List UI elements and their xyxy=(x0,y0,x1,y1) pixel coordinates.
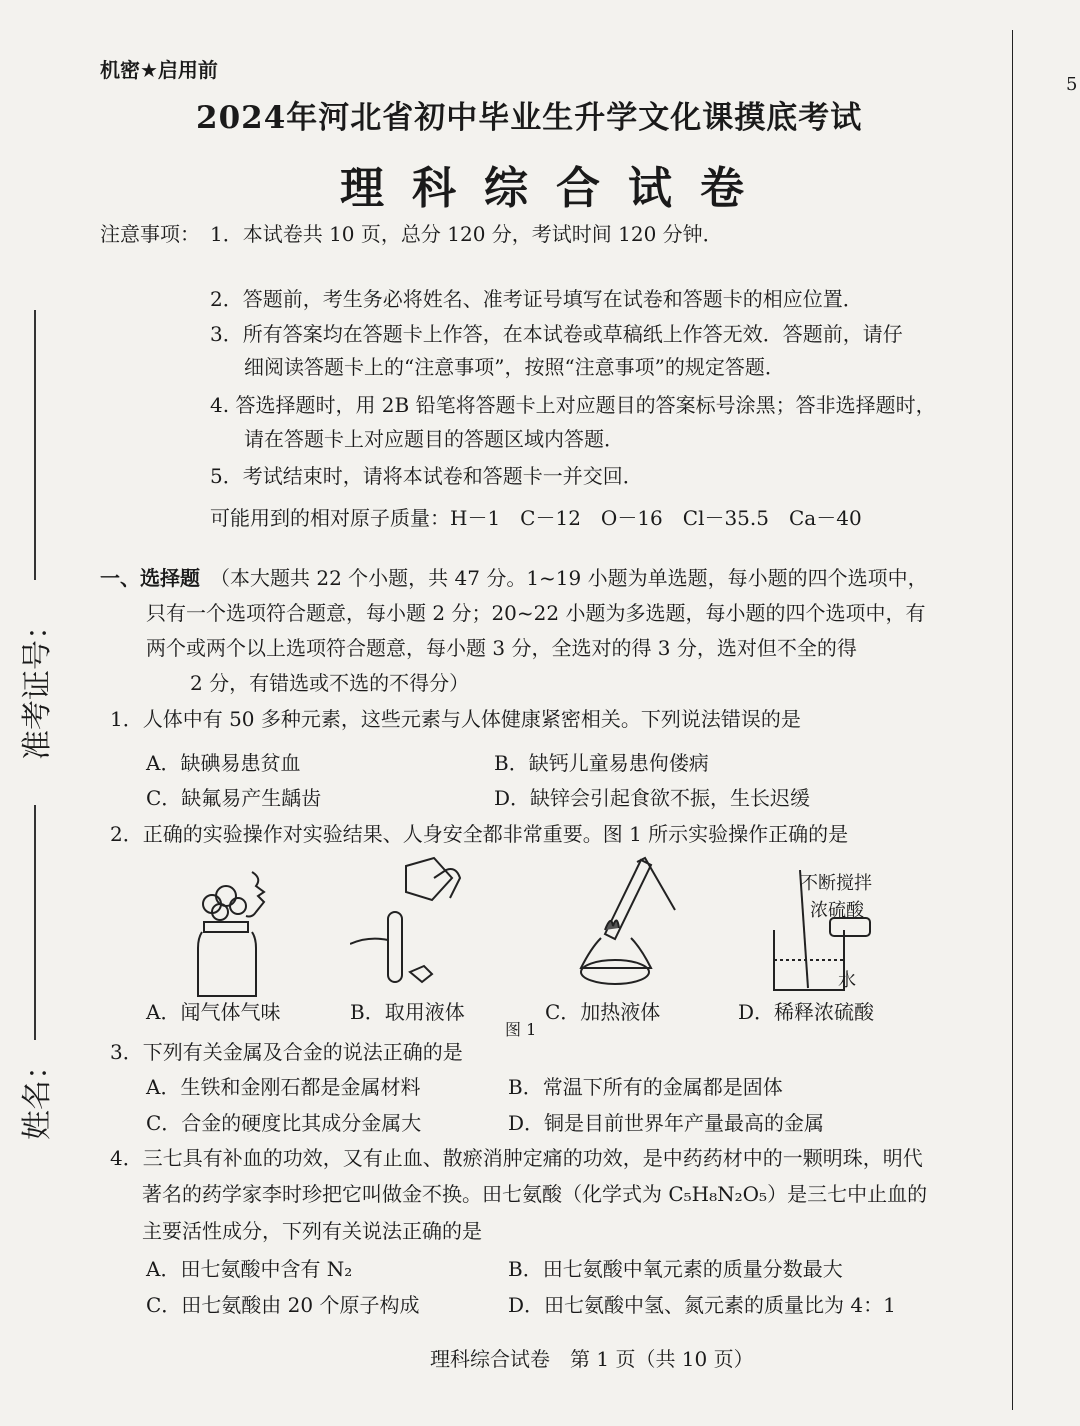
note-item-2: 2．答题前，考生务必将姓名、准考证号填写在试卷和答题卡的相应位置． xyxy=(210,287,863,311)
q1-option-a: A．缺碘易患贫血 xyxy=(146,751,301,775)
note-item-3: 3．所有答案均在答题卡上作答，在本试卷或草稿纸上作答无效．答题前，请仔 xyxy=(210,322,903,346)
page-footer: 理科综合试卷 第 1 页（共 10 页） xyxy=(430,1347,754,1371)
admission-number-label: 准考证号： xyxy=(20,610,55,760)
q3-stem: 3．下列有关金属及合金的说法正确的是 xyxy=(110,1040,463,1064)
figure-take-liquid xyxy=(350,852,480,1002)
q3-option-c: C．合金的硬度比其成分金属大 xyxy=(146,1111,422,1135)
q2-stem: 2．正确的实验操作对实验结果、人身安全都非常重要。图 1 所示实验操作正确的是 xyxy=(110,822,849,846)
label-stir: 不断搅拌 xyxy=(800,873,872,894)
exam-title: 2024年河北省初中毕业生升学文化课摸底考试 xyxy=(196,100,863,136)
section-desc-1: （本大题共 22 个小题，共 47 分。1~19 小题为单选题，每小题的四个选项中， xyxy=(210,566,928,590)
q4-option-a: A．田七氨酸中含有 N₂ xyxy=(146,1257,353,1281)
q4-option-d: D．田七氨酸中氢、氮元素的质量比为 4：1 xyxy=(508,1293,896,1317)
label-acid: 浓硫酸 xyxy=(810,900,864,921)
q4-stem-1: 4．三七具有补血的功效，又有止血、散瘀消肿定痛的功效，是中药药材中的一颗明珠，明代 xyxy=(110,1146,923,1170)
note-item-5: 5．考试结束时，请将本试卷和答题卡一并交回． xyxy=(210,464,643,488)
name-label: 姓名： xyxy=(20,1050,55,1140)
q1-option-b: B．缺钙儿童易患佝偻病 xyxy=(494,751,709,775)
section-heading: 一、选择题 xyxy=(100,566,200,590)
paper-title: 理科综合试卷 xyxy=(340,163,772,214)
margin-mark: 5 xyxy=(1066,74,1078,95)
section-desc-4: 2 分，有错选或不选的不得分） xyxy=(190,671,470,695)
figure-heat-liquid xyxy=(565,848,695,998)
q4-option-b: B．田七氨酸中氧元素的质量分数最大 xyxy=(508,1257,843,1281)
q2-option-a: A．闻气体气味 xyxy=(146,1000,281,1024)
q3-option-a: A．生铁和金刚石都是金属材料 xyxy=(146,1075,421,1099)
q1-option-d: D．缺锌会引起食欲不振，生长迟缓 xyxy=(494,786,811,810)
note-item-3-cont: 细阅读答题卡上的“注意事项”，按照“注意事项”的规定答题． xyxy=(244,355,785,379)
q2-option-b: B．取用液体 xyxy=(350,1000,465,1024)
q4-stem-2: 著名的药学家李时珍把它叫做金不换。田七氨酸（化学式为 C₅H₈N₂O₅）是三七中止血的 xyxy=(142,1182,928,1206)
q3-option-b: B．常温下所有的金属都是固体 xyxy=(508,1075,783,1099)
q1-stem: 1．人体中有 50 多种元素，这些元素与人体健康紧密相关。下列说法错误的是 xyxy=(110,707,801,731)
atomic-masses: 可能用到的相对原子质量：H－1 C－12 O－16 Cl－35.5 Ca－40 xyxy=(210,506,862,530)
note-item-4: 4. 答选择题时，用 2B 铅笔将答题卡上对应题目的答案标号涂黑；答非选择题时， xyxy=(210,393,936,417)
admission-write-line xyxy=(34,310,36,580)
figure-label: 图 1 xyxy=(505,1020,537,1039)
figure-smell-gas xyxy=(190,862,280,1002)
q3-option-d: D．铜是目前世界年产量最高的金属 xyxy=(508,1111,825,1135)
page-edge-line xyxy=(1012,30,1013,1410)
q1-option-c: C．缺氟易产生龋齿 xyxy=(146,786,322,810)
q4-option-c: C．田七氨酸由 20 个原子构成 xyxy=(146,1293,420,1317)
section-desc-2: 只有一个选项符合题意，每小题 2 分；20~22 小题为多选题，每小题的四个选项中，有 xyxy=(146,601,926,625)
note-item-1: 1．本试卷共 10 页，总分 120 分，考试时间 120 分钟． xyxy=(210,222,723,246)
note-item-4-cont: 请在答题卡上对应题目的答题区域内答题． xyxy=(244,427,624,451)
confidential-mark: 机密★启用前 xyxy=(100,58,218,82)
q2-option-c: C．加热液体 xyxy=(545,1000,661,1024)
notes-label: 注意事项： xyxy=(100,222,200,246)
section-desc-3: 两个或两个以上选项符合题意，每小题 3 分，全选对的得 3 分，选对但不全的得 xyxy=(146,636,857,660)
label-water: 水 xyxy=(838,970,856,991)
q2-option-d: D．稀释浓硫酸 xyxy=(738,1000,875,1024)
name-write-line xyxy=(34,805,36,1040)
q4-stem-3: 主要活性成分，下列有关说法正确的是 xyxy=(142,1219,482,1243)
